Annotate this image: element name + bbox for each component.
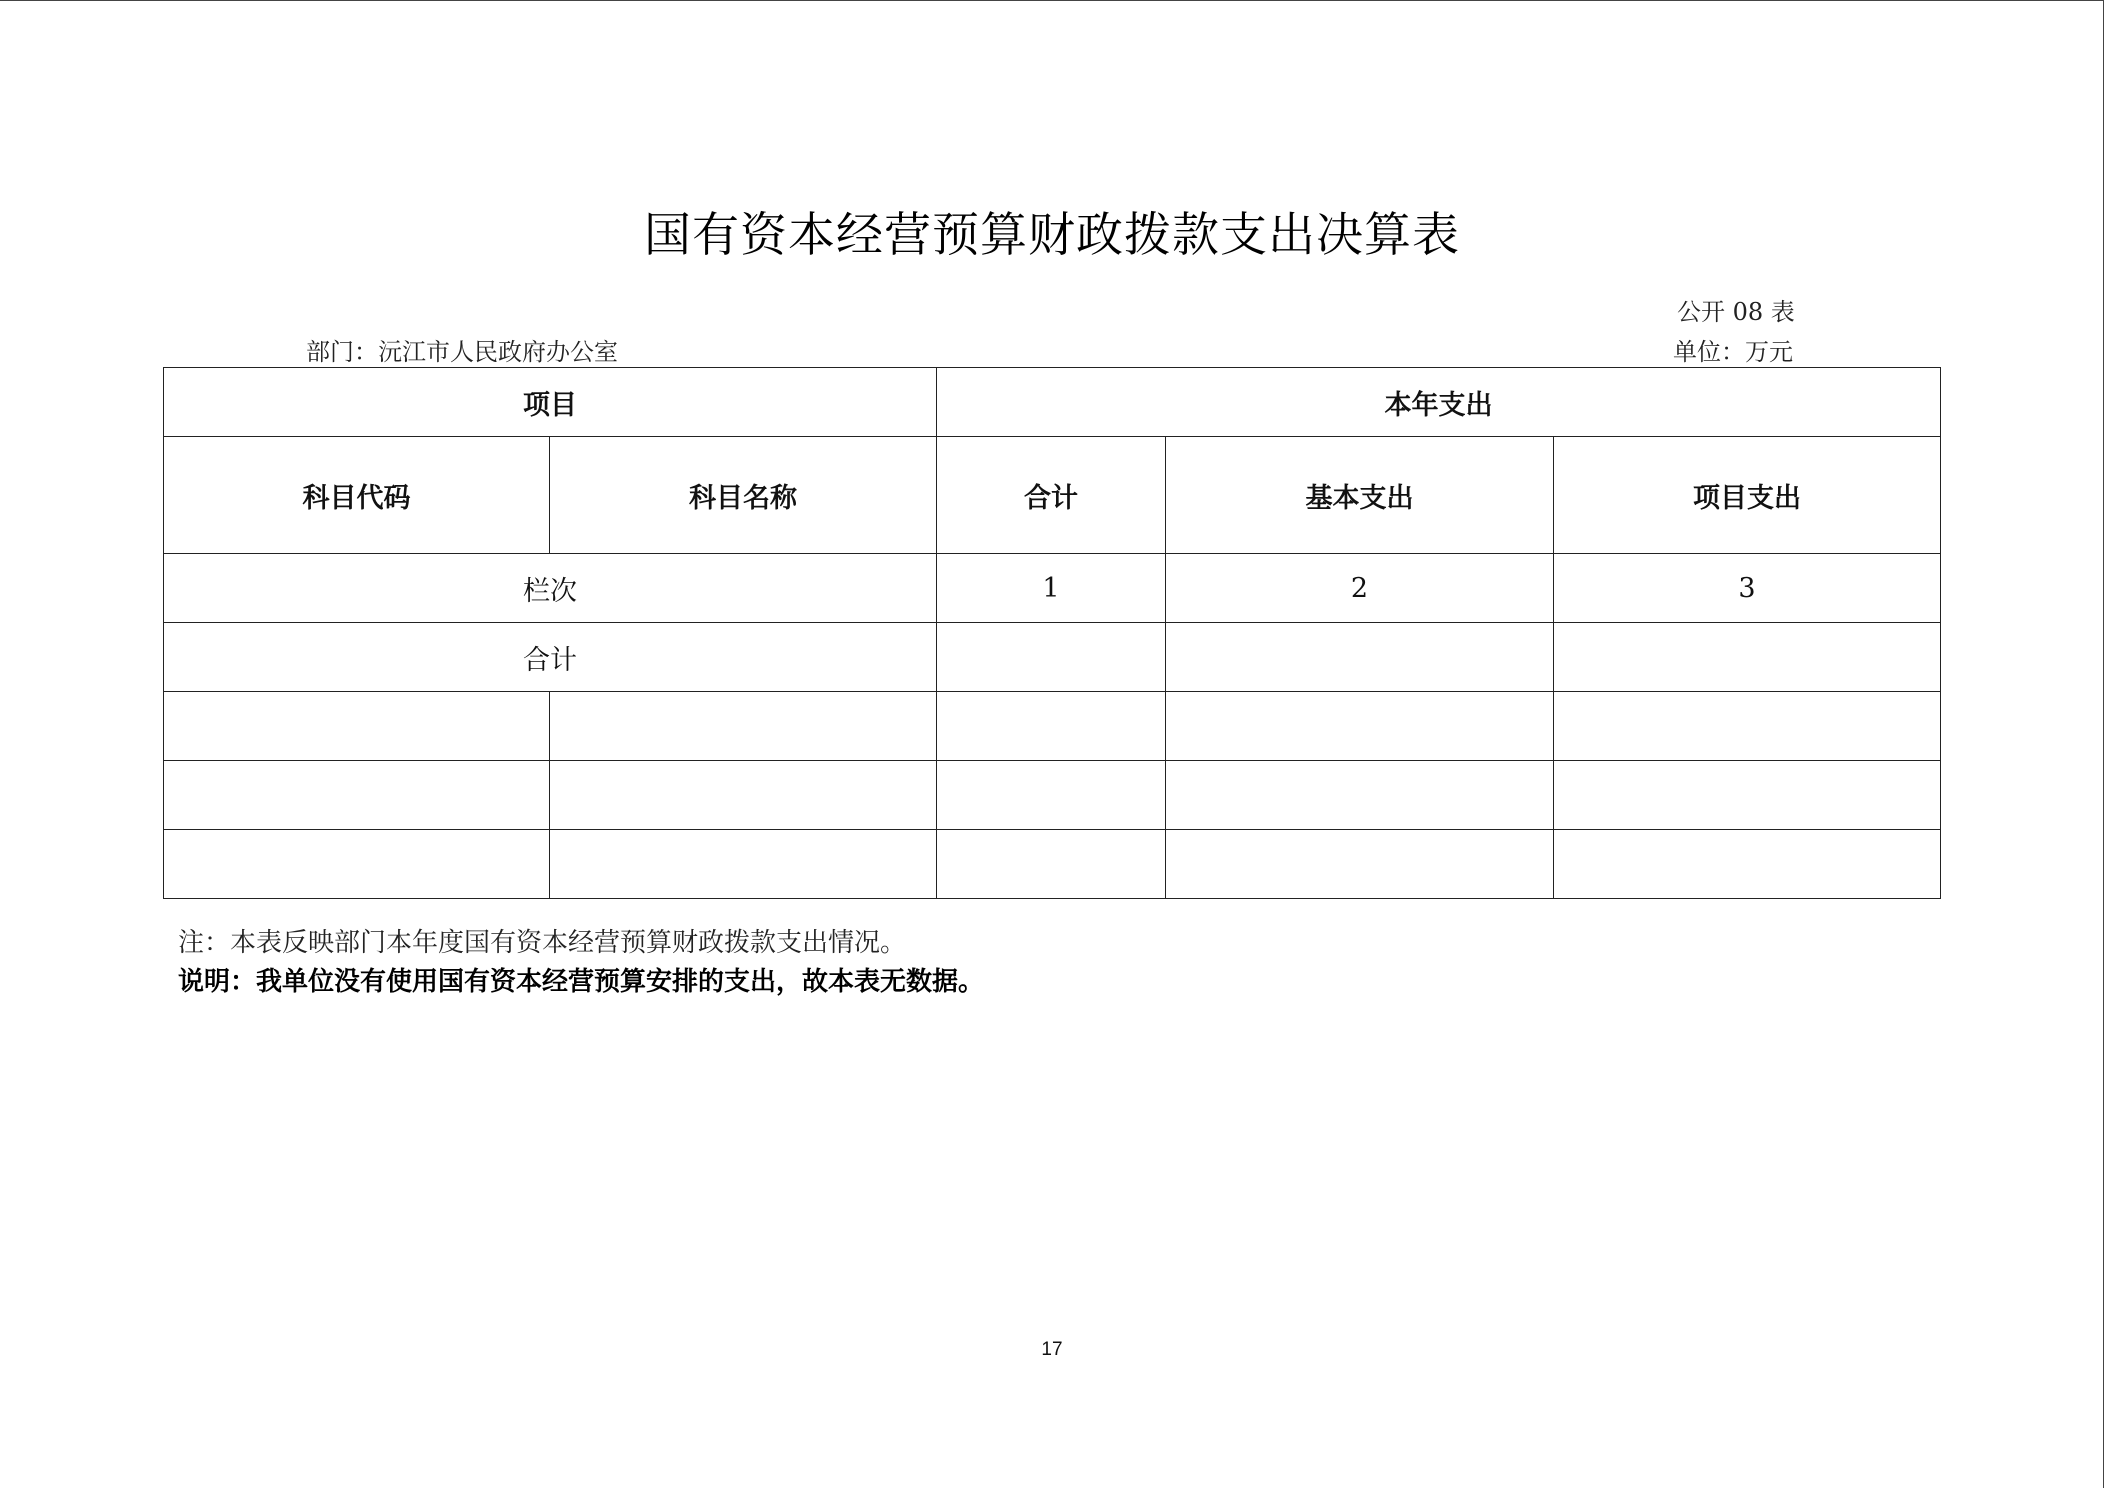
column-index-row — [164, 554, 1941, 623]
column-index-3: 3 — [1554, 554, 1941, 623]
page-number: 17 — [1041, 1339, 1063, 1360]
total-row-basic — [1166, 623, 1554, 692]
header-basic-expense: 基本支出 — [1166, 437, 1554, 554]
document-title: 国有资本经营预算财政拨款支出决算表 — [644, 208, 1460, 263]
cell-basic-expense — [1166, 692, 1554, 761]
cell-subject-name — [550, 692, 937, 761]
cell-project-expense — [1554, 761, 1941, 830]
header-subject-name: 科目名称 — [550, 437, 937, 554]
cell-basic-expense — [1166, 761, 1554, 830]
cell-subject-name — [550, 830, 937, 899]
total-row-label: 合计 — [164, 623, 937, 692]
total-row — [164, 623, 1941, 692]
total-row-total — [937, 623, 1166, 692]
table-note: 注：本表反映部门本年度国有资本经营预算财政拨款支出情况。 — [178, 928, 907, 958]
table-header-row-1 — [164, 368, 1941, 437]
cell-subject-code — [164, 692, 550, 761]
table-row — [164, 692, 1941, 761]
header-subject-code: 科目代码 — [164, 437, 550, 554]
cell-total — [937, 830, 1166, 899]
column-index-1: 1 — [937, 554, 1166, 623]
cell-project-expense — [1554, 830, 1941, 899]
cell-project-expense — [1554, 692, 1941, 761]
cell-total — [937, 761, 1166, 830]
cell-subject-code — [164, 830, 550, 899]
column-index-2: 2 — [1166, 554, 1554, 623]
explanation-text: 说明：我单位没有使用国有资本经营预算安排的支出，故本表无数据。 — [178, 967, 985, 997]
cell-basic-expense — [1166, 830, 1554, 899]
cell-subject-name — [550, 761, 937, 830]
table-row — [164, 761, 1941, 830]
form-number: 公开 08 表 — [1677, 298, 1795, 326]
unit-label: 单位：万元 — [1673, 338, 1793, 366]
cell-total — [937, 692, 1166, 761]
header-project-expense: 项目支出 — [1554, 437, 1941, 554]
expense-table — [163, 367, 1941, 899]
header-total: 合计 — [937, 437, 1166, 554]
table-header-row-2 — [164, 437, 1941, 554]
page-top-border — [0, 0, 2104, 1]
total-row-project — [1554, 623, 1941, 692]
header-current-year-expense: 本年支出 — [937, 368, 1941, 437]
column-index-label: 栏次 — [164, 554, 937, 623]
table-row — [164, 830, 1941, 899]
cell-subject-code — [164, 761, 550, 830]
header-project: 项目 — [164, 368, 937, 437]
department-label: 部门：沅江市人民政府办公室 — [306, 338, 618, 366]
